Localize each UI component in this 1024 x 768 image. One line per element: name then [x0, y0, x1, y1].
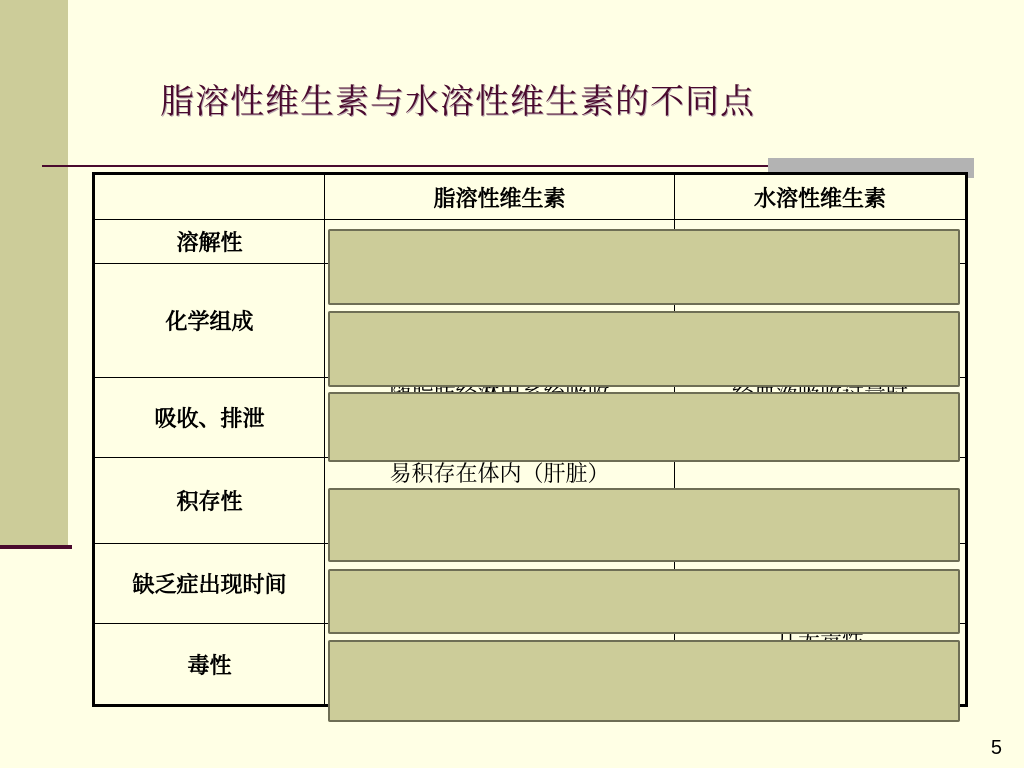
- cover-box-solubility[interactable]: [328, 229, 960, 305]
- page-number: 5: [990, 737, 1002, 759]
- row-label-absorption: 吸收、排泄: [94, 378, 325, 458]
- header-cell-fat-soluble: 脂溶性维生素: [325, 174, 675, 220]
- cover-box-absorption[interactable]: [328, 392, 960, 462]
- cover-box-deficiency[interactable]: [328, 569, 960, 634]
- row-label-deficiency-onset: 缺乏症出现时间: [94, 544, 325, 624]
- header-cell-water-soluble: 水溶性维生素: [675, 174, 967, 220]
- left-band-underline: [0, 545, 72, 549]
- cover-box-toxicity[interactable]: [328, 640, 960, 722]
- cover-box-composition[interactable]: [328, 311, 960, 387]
- cover-box-storage[interactable]: [328, 488, 960, 562]
- left-decorative-band: [0, 0, 68, 545]
- row-label-solubility: 溶解性: [94, 220, 325, 264]
- slide-title: 脂溶性维生素与水溶性维生素的不同点: [160, 82, 755, 122]
- row-label-toxicity: 毒性: [94, 624, 325, 706]
- partial-text-storage-fat: 易积存在体内（肝脏）: [389, 462, 610, 487]
- row-label-composition: 化学组成: [94, 264, 325, 378]
- table-header-row: [94, 174, 967, 220]
- row-label-storage: 积存性: [94, 458, 325, 544]
- header-cell-empty: [94, 174, 325, 220]
